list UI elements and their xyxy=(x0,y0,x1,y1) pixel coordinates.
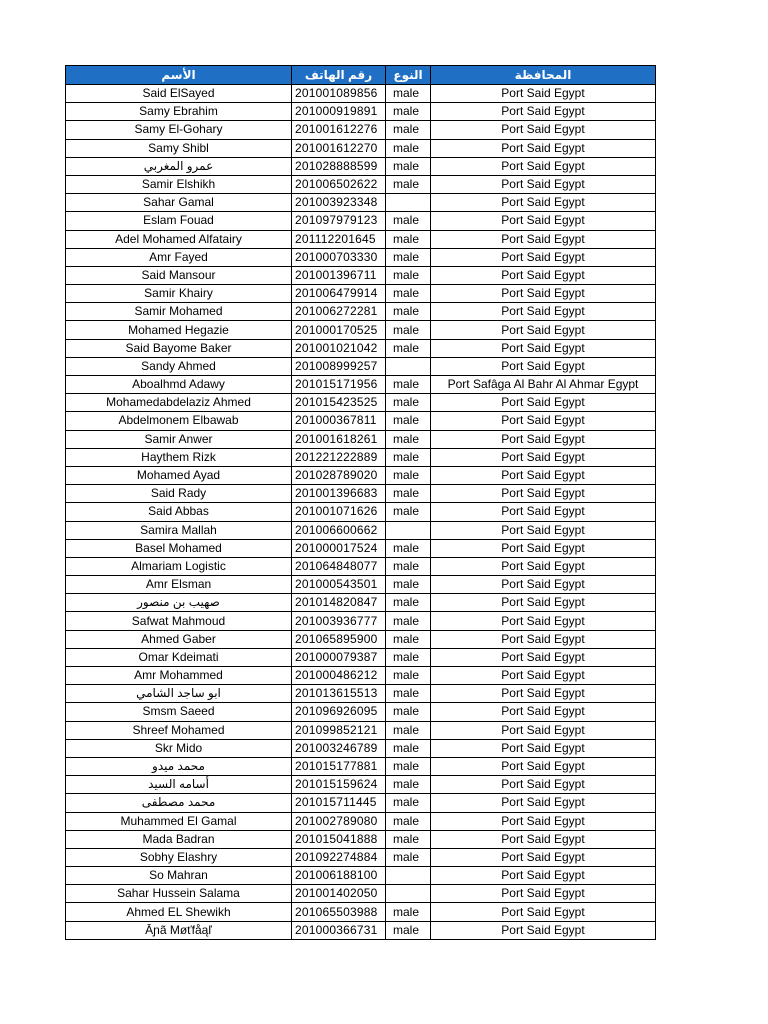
phone-cell[interactable]: 201000486212 xyxy=(292,667,386,685)
phone-cell[interactable]: 201015159624 xyxy=(292,776,386,794)
table-row xyxy=(66,539,656,557)
type-cell[interactable]: male xyxy=(386,539,431,557)
governorate-cell[interactable]: Port Said Egypt xyxy=(431,212,656,230)
phone-cell[interactable]: 201000919891 xyxy=(292,103,386,121)
name-cell[interactable]: Skr Mido xyxy=(66,739,292,757)
table-row xyxy=(66,485,656,503)
phone-cell[interactable]: 201014820847 xyxy=(292,594,386,612)
name-cell[interactable]: Said Bayome Baker xyxy=(66,339,292,357)
governorate-cell[interactable]: Port Said Egypt xyxy=(431,85,656,103)
type-cell[interactable]: male xyxy=(386,321,431,339)
name-cell[interactable]: Safwat Mahmoud xyxy=(66,612,292,630)
governorate-cell[interactable]: Port Said Egypt xyxy=(431,557,656,575)
table-row xyxy=(66,576,656,594)
header-phone: رقم الهاتف xyxy=(292,66,386,85)
name-cell[interactable]: أسامه السيد xyxy=(66,776,292,794)
table-row xyxy=(66,266,656,284)
type-cell[interactable]: male xyxy=(386,830,431,848)
table-row xyxy=(66,812,656,830)
phone-cell[interactable]: 201001396683 xyxy=(292,485,386,503)
phone-cell[interactable]: 201006600662 xyxy=(292,521,386,539)
table-row xyxy=(66,667,656,685)
name-cell[interactable]: Samira Mallah xyxy=(66,521,292,539)
name-cell[interactable]: ابو ساجد الشامي xyxy=(66,685,292,703)
table-row xyxy=(66,503,656,521)
phone-cell[interactable]: 201001612276 xyxy=(292,121,386,139)
name-cell[interactable]: Sahar Hussein Salama xyxy=(66,885,292,903)
governorate-cell[interactable]: Port Said Egypt xyxy=(431,412,656,430)
phone-cell[interactable]: 201006272281 xyxy=(292,303,386,321)
governorate-cell[interactable]: Port Said Egypt xyxy=(431,776,656,794)
table-row xyxy=(66,121,656,139)
governorate-cell[interactable]: Port Said Egypt xyxy=(431,466,656,484)
name-cell[interactable]: Amr Elsman xyxy=(66,576,292,594)
phone-cell[interactable]: 201013615513 xyxy=(292,685,386,703)
type-cell[interactable]: male xyxy=(386,594,431,612)
phone-cell[interactable]: 201015171956 xyxy=(292,376,386,394)
type-cell[interactable]: male xyxy=(386,230,431,248)
phone-cell[interactable]: 201065895900 xyxy=(292,630,386,648)
type-cell[interactable]: male xyxy=(386,175,431,193)
type-cell[interactable]: male xyxy=(386,667,431,685)
header-row xyxy=(66,66,656,85)
type-cell[interactable]: male xyxy=(386,921,431,939)
governorate-cell[interactable]: Port Said Egypt xyxy=(431,794,656,812)
type-cell[interactable]: male xyxy=(386,848,431,866)
type-cell[interactable]: male xyxy=(386,121,431,139)
name-cell[interactable]: Samir Elshikh xyxy=(66,175,292,193)
type-cell[interactable]: male xyxy=(386,376,431,394)
phone-cell[interactable]: 201003246789 xyxy=(292,739,386,757)
table-row xyxy=(66,103,656,121)
type-cell[interactable]: male xyxy=(386,612,431,630)
spreadsheet xyxy=(65,65,655,940)
phone-cell[interactable]: 201221222889 xyxy=(292,448,386,466)
name-cell[interactable]: محمد مصطفى xyxy=(66,794,292,812)
governorate-cell[interactable]: Port Safâga Al Bahr Al Ahmar Egypt xyxy=(431,376,656,394)
type-cell[interactable] xyxy=(386,867,431,885)
governorate-cell[interactable]: Port Said Egypt xyxy=(431,394,656,412)
phone-cell[interactable]: 201015041888 xyxy=(292,830,386,848)
governorate-cell[interactable]: Port Said Egypt xyxy=(431,230,656,248)
governorate-cell[interactable]: Port Said Egypt xyxy=(431,703,656,721)
governorate-cell[interactable]: Port Said Egypt xyxy=(431,448,656,466)
type-cell[interactable]: male xyxy=(386,903,431,921)
phone-cell[interactable]: 201097979123 xyxy=(292,212,386,230)
phone-cell[interactable]: 201000079387 xyxy=(292,648,386,666)
governorate-cell[interactable]: Port Said Egypt xyxy=(431,139,656,157)
type-cell[interactable]: male xyxy=(386,303,431,321)
phone-cell[interactable]: 201001618261 xyxy=(292,430,386,448)
phone-cell[interactable]: 201112201645 xyxy=(292,230,386,248)
table-row xyxy=(66,703,656,721)
table-row xyxy=(66,175,656,193)
type-cell[interactable]: male xyxy=(386,285,431,303)
type-cell[interactable]: male xyxy=(386,103,431,121)
type-cell[interactable]: male xyxy=(386,685,431,703)
phone-cell[interactable]: 201000017524 xyxy=(292,539,386,557)
name-cell[interactable]: Eslam Fouad xyxy=(66,212,292,230)
phone-cell[interactable]: 201096926095 xyxy=(292,703,386,721)
table-row xyxy=(66,321,656,339)
table-row xyxy=(66,85,656,103)
name-cell[interactable]: Mada Badran xyxy=(66,830,292,848)
type-cell[interactable]: male xyxy=(386,157,431,175)
type-cell[interactable]: male xyxy=(386,339,431,357)
governorate-cell[interactable]: Port Said Egypt xyxy=(431,175,656,193)
phone-cell[interactable]: 201008999257 xyxy=(292,357,386,375)
type-cell[interactable]: male xyxy=(386,739,431,757)
governorate-cell[interactable]: Port Said Egypt xyxy=(431,648,656,666)
table-row xyxy=(66,303,656,321)
type-cell[interactable]: male xyxy=(386,757,431,775)
governorate-cell[interactable]: Port Said Egypt xyxy=(431,576,656,594)
type-cell[interactable]: male xyxy=(386,703,431,721)
phone-cell[interactable]: 201028888599 xyxy=(292,157,386,175)
governorate-cell[interactable]: Port Said Egypt xyxy=(431,867,656,885)
governorate-cell[interactable]: Port Said Egypt xyxy=(431,485,656,503)
phone-cell[interactable]: 201001089856 xyxy=(292,85,386,103)
name-cell[interactable]: Samir Mohamed xyxy=(66,303,292,321)
name-cell[interactable]: Amr Mohammed xyxy=(66,667,292,685)
name-cell[interactable]: Mohamed Ayad xyxy=(66,466,292,484)
type-cell[interactable]: male xyxy=(386,794,431,812)
phone-cell[interactable]: 201000543501 xyxy=(292,576,386,594)
name-cell[interactable]: Aboalhmd Adawy xyxy=(66,376,292,394)
table-row xyxy=(66,830,656,848)
governorate-cell[interactable]: Port Said Egypt xyxy=(431,194,656,212)
governorate-cell[interactable]: Port Said Egypt xyxy=(431,721,656,739)
type-cell[interactable]: male xyxy=(386,448,431,466)
table-row xyxy=(66,885,656,903)
table-body xyxy=(66,85,656,940)
phone-cell[interactable]: 201001071626 xyxy=(292,503,386,521)
type-cell[interactable]: male xyxy=(386,248,431,266)
type-cell[interactable]: male xyxy=(386,576,431,594)
type-cell[interactable] xyxy=(386,357,431,375)
table-row xyxy=(66,594,656,612)
phone-cell[interactable]: 201001612270 xyxy=(292,139,386,157)
governorate-cell[interactable]: Port Said Egypt xyxy=(431,630,656,648)
governorate-cell[interactable]: Port Said Egypt xyxy=(431,921,656,939)
phone-cell[interactable]: 201001021042 xyxy=(292,339,386,357)
type-cell[interactable]: male xyxy=(386,466,431,484)
type-cell[interactable]: male xyxy=(386,139,431,157)
governorate-cell[interactable]: Port Said Egypt xyxy=(431,667,656,685)
name-cell[interactable]: Omar Kdeimati xyxy=(66,648,292,666)
governorate-cell[interactable]: Port Said Egypt xyxy=(431,357,656,375)
phone-cell[interactable]: 201000703330 xyxy=(292,248,386,266)
name-cell[interactable]: Sahar Gamal xyxy=(66,194,292,212)
table-row xyxy=(66,557,656,575)
phone-cell[interactable]: 201000366731 xyxy=(292,921,386,939)
phone-cell[interactable]: 201000170525 xyxy=(292,321,386,339)
name-cell[interactable]: Mohamedabdelaziz Ahmed xyxy=(66,394,292,412)
phone-cell[interactable]: 201006479914 xyxy=(292,285,386,303)
name-cell[interactable]: Said Abbas xyxy=(66,503,292,521)
type-cell[interactable]: male xyxy=(386,430,431,448)
phone-cell[interactable]: 201001396711 xyxy=(292,266,386,284)
name-cell[interactable]: Said Mansour xyxy=(66,266,292,284)
phone-cell[interactable]: 201001402050 xyxy=(292,885,386,903)
governorate-cell[interactable]: Port Said Egypt xyxy=(431,612,656,630)
type-cell[interactable]: male xyxy=(386,812,431,830)
table-row xyxy=(66,757,656,775)
name-cell[interactable]: Amr Fayed xyxy=(66,248,292,266)
type-cell[interactable]: male xyxy=(386,557,431,575)
table-row xyxy=(66,248,656,266)
name-cell[interactable]: عمرو المغربي xyxy=(66,157,292,175)
table-row xyxy=(66,794,656,812)
type-cell[interactable]: male xyxy=(386,266,431,284)
name-cell[interactable]: Basel Mohamed xyxy=(66,539,292,557)
table-row xyxy=(66,339,656,357)
table-row xyxy=(66,394,656,412)
type-cell[interactable] xyxy=(386,885,431,903)
name-cell[interactable]: Ahmed EL Shewikh xyxy=(66,903,292,921)
header-type: النوع xyxy=(386,66,431,85)
name-cell[interactable]: Said Rady xyxy=(66,485,292,503)
phone-cell[interactable]: 201028789020 xyxy=(292,466,386,484)
name-cell[interactable]: Muhammed El Gamal xyxy=(66,812,292,830)
phone-cell[interactable]: 201015711445 xyxy=(292,794,386,812)
table-row xyxy=(66,230,656,248)
name-cell[interactable]: Samy Shibl xyxy=(66,139,292,157)
table-row xyxy=(66,739,656,757)
name-cell[interactable]: Smsm Saeed xyxy=(66,703,292,721)
name-cell[interactable]: Said ElSayed xyxy=(66,85,292,103)
type-cell[interactable]: male xyxy=(386,776,431,794)
type-cell[interactable]: male xyxy=(386,394,431,412)
table-row xyxy=(66,357,656,375)
table-row xyxy=(66,376,656,394)
table-row xyxy=(66,430,656,448)
phone-cell[interactable]: 201015423525 xyxy=(292,394,386,412)
phone-cell[interactable]: 201002789080 xyxy=(292,812,386,830)
governorate-cell[interactable]: Port Said Egypt xyxy=(431,812,656,830)
name-cell[interactable]: Haythem Rizk xyxy=(66,448,292,466)
phone-cell[interactable]: 201000367811 xyxy=(292,412,386,430)
governorate-cell[interactable]: Port Said Egypt xyxy=(431,848,656,866)
type-cell[interactable]: male xyxy=(386,485,431,503)
type-cell[interactable]: male xyxy=(386,503,431,521)
type-cell[interactable]: male xyxy=(386,721,431,739)
governorate-cell[interactable]: Port Said Egypt xyxy=(431,885,656,903)
type-cell[interactable] xyxy=(386,521,431,539)
table-row xyxy=(66,612,656,630)
table-row xyxy=(66,921,656,939)
table-row xyxy=(66,157,656,175)
governorate-cell[interactable]: Port Said Egypt xyxy=(431,539,656,557)
name-cell[interactable]: محمد ميدو xyxy=(66,757,292,775)
governorate-cell[interactable]: Port Said Egypt xyxy=(431,266,656,284)
table-row xyxy=(66,848,656,866)
name-cell[interactable]: Mohamed Hegazie xyxy=(66,321,292,339)
name-cell[interactable]: Samy El-Gohary xyxy=(66,121,292,139)
phone-cell[interactable]: 201003923348 xyxy=(292,194,386,212)
governorate-cell[interactable]: Port Said Egypt xyxy=(431,903,656,921)
table-row xyxy=(66,285,656,303)
name-cell[interactable]: Samir Khairy xyxy=(66,285,292,303)
name-cell[interactable]: Samy Ebrahim xyxy=(66,103,292,121)
governorate-cell[interactable]: Port Said Egypt xyxy=(431,685,656,703)
type-cell[interactable]: male xyxy=(386,648,431,666)
phone-cell[interactable]: 201003936777 xyxy=(292,612,386,630)
governorate-cell[interactable]: Port Said Egypt xyxy=(431,303,656,321)
phone-cell[interactable]: 201006502622 xyxy=(292,175,386,193)
name-cell[interactable]: So Mahran xyxy=(66,867,292,885)
name-cell[interactable]: Sobhy Elashry xyxy=(66,848,292,866)
table-row xyxy=(66,212,656,230)
table-row xyxy=(66,903,656,921)
governorate-cell[interactable]: Port Said Egypt xyxy=(431,121,656,139)
type-cell[interactable]: male xyxy=(386,630,431,648)
name-cell[interactable]: Almariam Logistic xyxy=(66,557,292,575)
table-row xyxy=(66,630,656,648)
table-row xyxy=(66,867,656,885)
table-row xyxy=(66,139,656,157)
phone-cell[interactable]: 201064848077 xyxy=(292,557,386,575)
name-cell[interactable]: Āɲã Møťfåąľ xyxy=(66,921,292,939)
governorate-cell[interactable]: Port Said Egypt xyxy=(431,103,656,121)
name-cell[interactable]: Ahmed Gaber xyxy=(66,630,292,648)
governorate-cell[interactable]: Port Said Egypt xyxy=(431,430,656,448)
phone-cell[interactable]: 201006188100 xyxy=(292,867,386,885)
governorate-cell[interactable]: Port Said Egypt xyxy=(431,321,656,339)
governorate-cell[interactable]: Port Said Egypt xyxy=(431,739,656,757)
type-cell[interactable]: male xyxy=(386,212,431,230)
table-row xyxy=(66,521,656,539)
type-cell[interactable] xyxy=(386,194,431,212)
governorate-cell[interactable]: Port Said Egypt xyxy=(431,521,656,539)
name-cell[interactable]: Adel Mohamed Alfatairy xyxy=(66,230,292,248)
table-row xyxy=(66,194,656,212)
governorate-cell[interactable]: Port Said Egypt xyxy=(431,757,656,775)
phone-cell[interactable]: 201015177881 xyxy=(292,757,386,775)
governorate-cell[interactable]: Port Said Egypt xyxy=(431,248,656,266)
governorate-cell[interactable]: Port Said Egypt xyxy=(431,285,656,303)
name-cell[interactable]: صهيب بن منصور xyxy=(66,594,292,612)
header-name: الأسم xyxy=(66,66,292,85)
phone-cell[interactable]: 201099852121 xyxy=(292,721,386,739)
name-cell[interactable]: Abdelmonem Elbawab xyxy=(66,412,292,430)
governorate-cell[interactable]: Port Said Egypt xyxy=(431,503,656,521)
type-cell[interactable]: male xyxy=(386,85,431,103)
governorate-cell[interactable]: Port Said Egypt xyxy=(431,157,656,175)
phone-cell[interactable]: 201065503988 xyxy=(292,903,386,921)
table-row xyxy=(66,466,656,484)
name-cell[interactable]: Samir Anwer xyxy=(66,430,292,448)
governorate-cell[interactable]: Port Said Egypt xyxy=(431,339,656,357)
phone-cell[interactable]: 201092274884 xyxy=(292,848,386,866)
governorate-cell[interactable]: Port Said Egypt xyxy=(431,594,656,612)
contacts-table xyxy=(65,65,656,940)
table-row xyxy=(66,776,656,794)
name-cell[interactable]: Sandy Ahmed xyxy=(66,357,292,375)
table-row xyxy=(66,648,656,666)
table-row xyxy=(66,685,656,703)
table-row xyxy=(66,448,656,466)
table-row xyxy=(66,721,656,739)
governorate-cell[interactable]: Port Said Egypt xyxy=(431,830,656,848)
name-cell[interactable]: Shreef Mohamed xyxy=(66,721,292,739)
type-cell[interactable]: male xyxy=(386,412,431,430)
table-row xyxy=(66,412,656,430)
header-governorate: المحافظة xyxy=(431,66,656,85)
